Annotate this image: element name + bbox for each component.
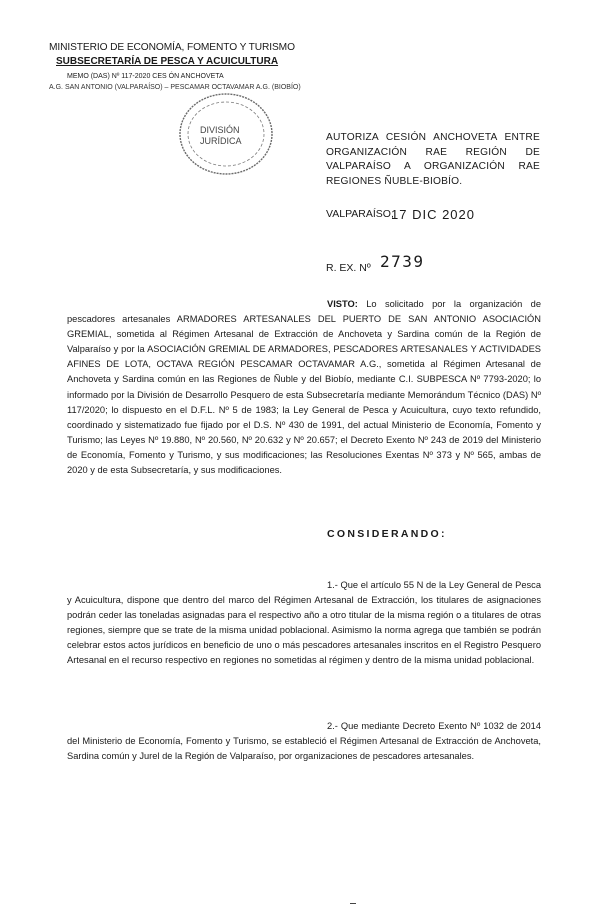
visto-text: Lo solicitado por la organización de pescadores artesanales ARMADORES ARTESANALES DEL PUERTO DE SAN ANTONIO ASOCIACIÓN GREMIAL, sometida al Régimen Artesanal de Extracción de Anchoveta y Sardina común de la Región de Valparaíso y por la ASOCIACIÓN GREMIAL DE ARMADORES, PESCADORES ARTESANALES Y ACTIVIDADES AFINES DE LOTA, OCTAVA REGIÓN PESCAMAR OCTAVAMAR A.G., sometida al Régimen Artesanal de Anchoveta y Sardina común en las Regiones de Ñuble y del Biobío, mediante C.I. SUBPESCA Nº 7793-2020; lo informado por la División de Desarrollo Pesquero de esta Subsecretaría mediante Memorándum Técnico (DAS) Nº 117/2020; lo dispuesto en el D.F.L. Nº 5 de 1983; la Ley General de Pesca y Acuicultura, cuyo texto refundido, coordinado y sistematizado fue fijado por el D.S. Nº 430 de 1991, del actual Ministerio de Economía, Fomento y Turismo; las Leyes Nº 19.880, Nº 20.560, Nº 20.632 y Nº 20.657; el Decreto Exento Nº 243 de 2019 del Ministerio de Economía, Fomento y Turismo, y sus modificaciones; las Resoluciones Exentas Nº 373 y Nº 565, ambas de 2020 y de esta Subsecretaría, y sus modificaciones. bbox=[67, 299, 541, 476]
resolution-title: AUTORIZA CESIÓN ANCHOVETA ENTRE ORGANIZACIÓN RAE REGIÓN DE VALPARAÍSO A ORGANIZACIÓN RAE REGIONES ÑUBLE-BIOBÍO. bbox=[326, 132, 540, 187]
resolution-label: R. EX. Nº bbox=[326, 262, 371, 274]
resolution-number: 2739 bbox=[380, 252, 425, 271]
stamp-line1: DIVISIÓN bbox=[200, 125, 240, 135]
visto-label: VISTO: bbox=[327, 299, 358, 309]
legal-division-stamp bbox=[168, 90, 278, 186]
page-mark bbox=[350, 903, 356, 904]
stamp-line2: JURÍDICA bbox=[200, 136, 242, 146]
memo-reference: MEMO (DAS) Nº 117-2020 CES ÓN ANCHOVETA bbox=[67, 73, 224, 80]
place: VALPARAÍSO, bbox=[326, 208, 394, 220]
considerando-heading: CONSIDERANDO: bbox=[327, 528, 447, 540]
considerando-paragraph-2: 2.- Que mediante Decreto Exento Nº 1032 de 2014 del Ministerio de Economía, Fomento y Turismo, se estableció el Régimen Artesanal de Extracción de Anchoveta, Sardina común y Jurel de la Región de Valparaíso, por organizaciones de pescadores artesanales. bbox=[67, 721, 541, 762]
ministry-heading: MINISTERIO DE ECONOMÍA, FOMENTO Y TURISMO bbox=[49, 42, 295, 53]
visto-paragraph bbox=[67, 297, 541, 478]
considerando-paragraph-1: 1.- Que el artículo 55 N de la Ley General de Pesca y Acuicultura, dispone que dentro del marco del Régimen Artesanal de Extracción, los titulares de asignaciones podrán ceder las toneladas asignadas para el respectivo año a otro titular de la misma región o a titulares de otras regiones, siempre que se trate de la misma unidad poblacional. Asimismo la norma agrega que también se podrán celebrar estos actos jurídicos en beneficio de uno o más pescadores artesanales inscritos en el Registro Pesquero Artesanal en el recurso respectivo en regiones no sometidas al régimen y dentro de la misma unidad poblacional. bbox=[67, 580, 541, 666]
organizations-reference: A.G. SAN ANTONIO (VALPARAÍSO) – PESCAMAR OCTAVAMAR A.G. (BIOBÍO) bbox=[49, 84, 301, 91]
date-stamp: 17 DIC 2020 bbox=[391, 207, 475, 222]
undersecretariat-heading: SUBSECRETARÍA DE PESCA Y ACUICULTURA bbox=[56, 56, 279, 67]
